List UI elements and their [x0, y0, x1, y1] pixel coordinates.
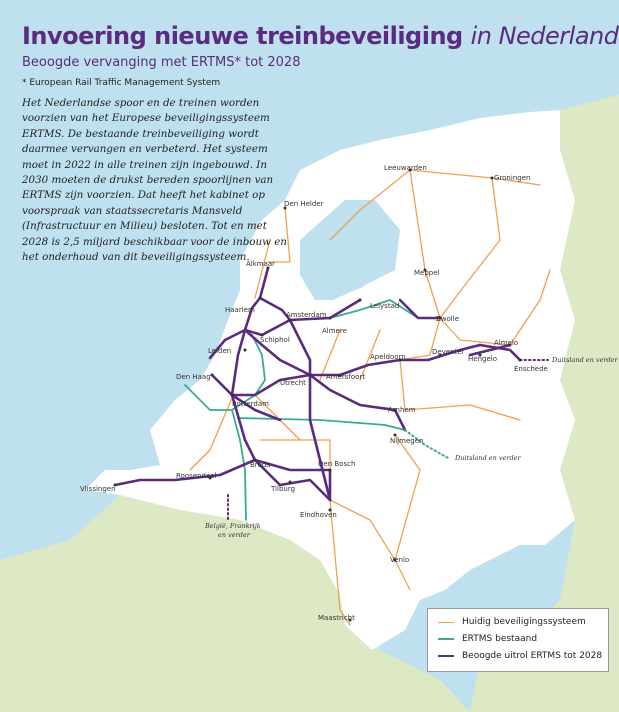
- city-apeldoorn: Apeldoorn: [370, 353, 406, 361]
- city-den-helder: Den Helder: [284, 200, 324, 208]
- legend-swatch-planned: [438, 655, 454, 657]
- title-italic: in Nederland: [470, 22, 619, 50]
- legend: [427, 608, 609, 672]
- city-lelystad: Lelystad: [370, 302, 400, 310]
- city-amsterdam: Amsterdam: [286, 311, 327, 319]
- legend-item-existing: [438, 634, 537, 644]
- city-enschede: Enschede: [514, 365, 548, 373]
- page-subtitle: Beoogde vervanging met ERTMS* tot 2028: [22, 55, 301, 70]
- note-belgie-line2: en verder: [218, 531, 250, 539]
- note-duitsland-zuid: Duitsland en verder: [455, 454, 521, 462]
- legend-swatch-current: [438, 622, 454, 623]
- city-almelo: Almelo: [494, 339, 519, 347]
- city-den-haag: Den Haag: [176, 373, 211, 381]
- intro-text: Het Nederlandse spoor en de treinen worden voorzien van het Europese beveiligingssysteem ERTMS. De bestaande treinbeveiliging wordt daarmee vervangen en verbeterd. Het systeem moet in 2022 in alle treinen zijn ingebouwd. In 2030 moeten de drukst bereden spoorlijnen van ERTMS zijn voorzien. Dat heeft het kabinet op voorspraak van staatssecretaris Mansveld (Infrastructuur en Milieu) besloten. Tot en met 2028 is 2,5 miljard beschikbaar voor de inbouw en het onderhoud van dit beveiligingssysteem.: [22, 97, 287, 264]
- city-nijmegen: Nijmegen: [390, 437, 424, 445]
- note-duitsland-oost: Duitsland en verder: [552, 356, 618, 364]
- city-roosendaal: Roosendaal: [176, 472, 217, 480]
- city-hengelo: Hengelo: [468, 355, 497, 363]
- city-tilburg: Tilburg: [271, 485, 296, 493]
- legend-label-existing: ERTMS bestaand: [462, 634, 538, 644]
- city-arnhem: Arnhem: [388, 406, 416, 414]
- note-belgie-line1: België, Frankrijk: [205, 522, 261, 530]
- city-groningen: Groningen: [494, 174, 531, 182]
- city-venlo: Venlo: [390, 556, 410, 564]
- page-title: [22, 22, 619, 50]
- city-meppel: Meppel: [414, 269, 440, 277]
- city-amersfoort: Amersfoort: [326, 373, 366, 381]
- city-almere: Almere: [322, 327, 347, 335]
- city-zwolle: Zwolle: [436, 315, 459, 323]
- city-deventer: Deventer: [432, 348, 465, 356]
- city-leeuwarden: Leeuwarden: [384, 164, 427, 172]
- city-eindhoven: Eindhoven: [300, 511, 337, 519]
- footnote: * European Rail Traffic Management System: [22, 78, 221, 88]
- city-maastricht: Maastricht: [318, 614, 355, 622]
- city-schiphol: Schiphol: [260, 336, 290, 344]
- legend-item-planned: [438, 651, 602, 661]
- legend-item-current: [438, 617, 586, 627]
- city-rotterdam: Rotterdam: [232, 400, 269, 408]
- city-alkmaar: Alkmaar: [246, 260, 276, 268]
- city-vlissingen: Vlissingen: [80, 485, 116, 493]
- title-main: Invoering nieuwe treinbeveiliging: [22, 22, 463, 50]
- legend-label-planned: Beoogde uitrol ERTMS tot 2028: [462, 651, 603, 661]
- city-breda: Breda: [250, 461, 271, 469]
- city-utrecht: Utrecht: [280, 379, 306, 387]
- legend-swatch-existing: [438, 638, 454, 640]
- city-leiden: Leiden: [208, 347, 232, 355]
- legend-label-current: Huidig beveiligingssysteem: [462, 617, 586, 627]
- city-den-bosch: Den Bosch: [318, 460, 356, 468]
- city-haarlem: Haarlem: [225, 306, 255, 314]
